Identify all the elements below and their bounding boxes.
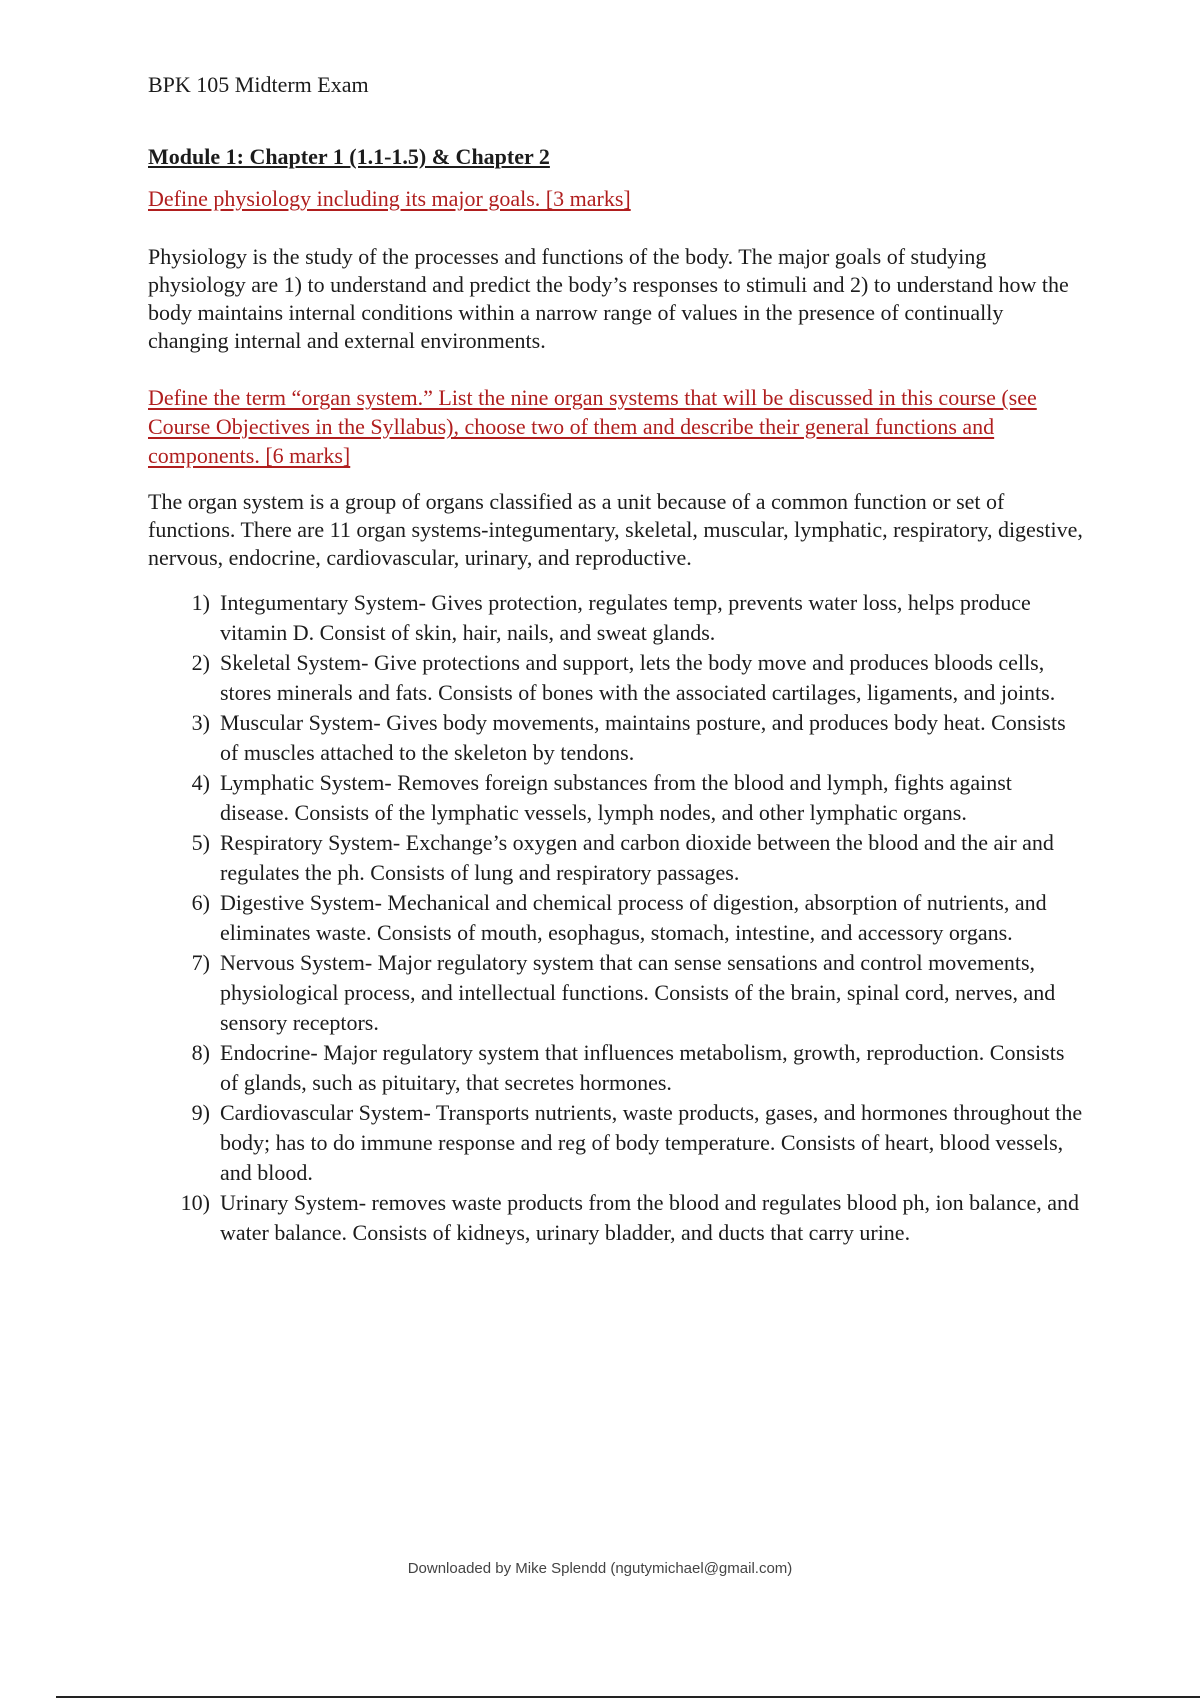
module-heading: Module 1: Chapter 1 (1.1-1.5) & Chapter 2 [148,144,550,169]
list-item [148,648,1083,708]
list-item [148,828,1083,888]
page-bottom-divider [56,1696,1200,1698]
list-item-text: Skeletal System- Give protections and support, lets the body move and produces bloods cells, stores minerals and fats. Consists of bones with the associated cartilages, ligaments, and joints. [220,650,1056,705]
list-item-number: 4) [191,770,210,795]
document-title: BPK 105 Midterm Exam [148,72,369,97]
list-item-text: Endocrine- Major regulatory system that influences metabolism, growth, reproduction. Consists of glands, such as pituitary, that secretes hormones. [220,1040,1065,1095]
list-item-text: Urinary System- removes waste products from the blood and regulates blood ph, ion balance, and water balance. Consists of kidneys, urinary bladder, and ducts that carry urine. [220,1190,1079,1245]
list-item [148,1188,1083,1248]
question-1-prompt: Define physiology including its major goals. [3 marks] [148,186,631,211]
list-item [148,1098,1083,1188]
question-2-answer: The organ system is a group of organs classified as a unit because of a common function or set of functions. There are 11 organ systems-integumentary, skeletal, muscular, lymphatic, respiratory, digestive, nervous, endocrine, cardiovascular, urinary, and reproductive. [148,489,1083,570]
list-item-number: 5) [191,830,210,855]
list-item [148,1038,1083,1098]
list-item [148,588,1083,648]
list-item [148,948,1083,1038]
download-footer: Downloaded by Mike Splendd (ngutymichael@gmail.com) [407,1560,793,1577]
list-item-number: 3) [191,710,210,735]
list-item-number: 6) [191,890,210,915]
list-item-text: Muscular System- Gives body movements, maintains posture, and produces body heat. Consists of muscles attached to the skeleton by tendons. [220,710,1066,765]
list-item-number: 1) [191,590,210,615]
list-item [148,708,1083,768]
list-item-number: 8) [191,1040,210,1065]
list-item-text: Digestive System- Mechanical and chemical process of digestion, absorption of nutrients, and eliminates waste. Consists of mouth, esophagus, stomach, intestine, and accessory organs. [220,890,1047,945]
exam-page [148,72,1083,1248]
question-2-prompt: Define the term “organ system.” List the nine organ systems that will be discussed in this course (see Course Objectives in the Syllabus), choose two of them and describe their general functions and components. [6 marks] [148,385,1037,468]
organ-systems-list [148,588,1083,1248]
list-item-text: Respiratory System- Exchange’s oxygen and carbon dioxide between the blood and the air and regulates the ph. Consists of lung and respiratory passages. [220,830,1054,885]
list-item [148,888,1083,948]
list-item-text: Lymphatic System- Removes foreign substances from the blood and lymph, fights against disease. Consists of the lymphatic vessels, lymph nodes, and other lymphatic organs. [220,770,1012,825]
question-1-answer: Physiology is the study of the processes and functions of the body. The major goals of studying physiology are 1) to understand and predict the body’s responses to stimuli and 2) to understand how the body maintains internal conditions within a narrow range of values in the presence of continually changing internal and external environments. [148,244,1069,353]
list-item-text: Nervous System- Major regulatory system that can sense sensations and control movements, physiological process, and intellectual functions. Consists of the brain, spinal cord, nerves, and sensory receptors. [220,950,1056,1035]
list-item-text: Integumentary System- Gives protection, regulates temp, prevents water loss, helps produce vitamin D. Consist of skin, hair, nails, and sweat glands. [220,590,1031,645]
list-item-number: 2) [191,650,210,675]
list-item-number: 9) [191,1100,210,1125]
list-item-number: 10) [180,1190,210,1215]
list-item-text: Cardiovascular System- Transports nutrients, waste products, gases, and hormones throughout the body; has to do immune response and reg of body temperature. Consists of heart, blood vessels, and blood. [220,1100,1083,1185]
list-item-number: 7) [191,950,210,975]
list-item [148,768,1083,828]
